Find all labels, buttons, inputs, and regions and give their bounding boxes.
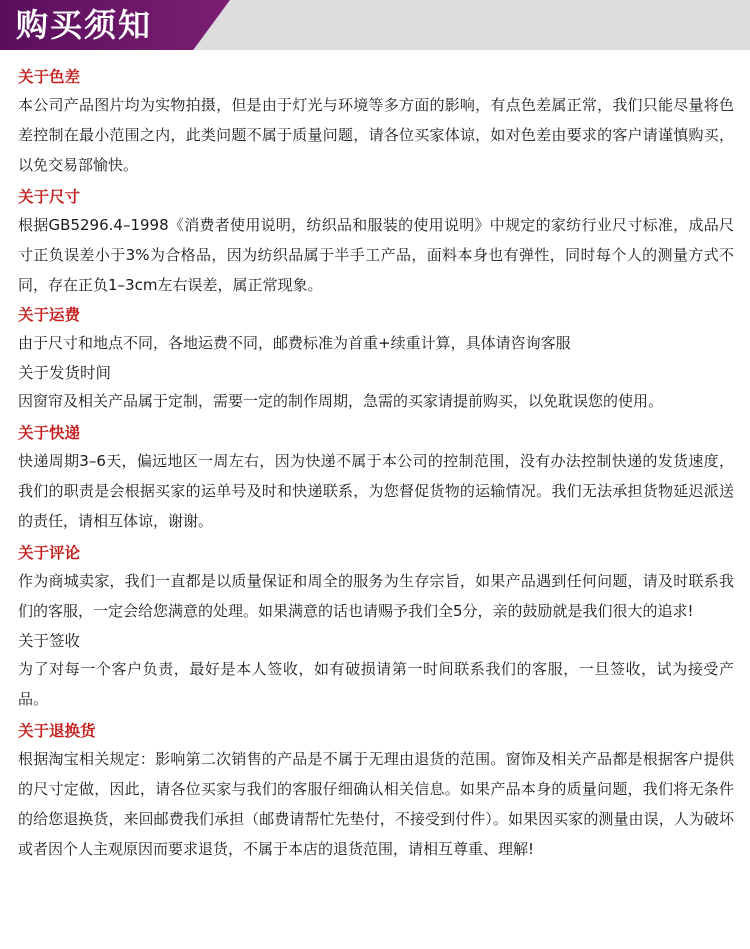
section-text-express: 快递周期3–6天，偏远地区一周左右，因为快递不属于本公司的控制范围，没有办法控制快递的发货速度，我们的职责是会根据买家的运单号及时和快递联系，为您督促货物的运输情况。我们无法承担货物延迟派送的责任，请相互体谅，谢谢。 xyxy=(18,452,734,530)
section-text-review: 作为商城卖家，我们一直都是以质量保证和周全的服务为生存宗旨，如果产品遇到任何问题，请及时联系我们的客服，一定会给您满意的处理。如果满意的话也请赐予我们全5分，亲的鼓励就是我们很大的追求! xyxy=(18,572,734,620)
section-heading-ship-time: 关于发货时间 xyxy=(18,364,112,382)
section-heading-express: 关于快递 xyxy=(18,424,81,442)
section-text-freight: 由于尺寸和地点不同，各地运费不同，邮费标准为首重+续重计算，具体请咨询客服 xyxy=(18,334,571,352)
section-heading-color: 关于色差 xyxy=(18,68,81,86)
section-heading-return: 关于退换货 xyxy=(18,722,96,740)
section-heading-sign: 关于签收 xyxy=(18,632,81,650)
section-text-color: 本公司产品图片均为实物拍摄，但是由于灯光与环境等多方面的影响，有点色差属正常，我们只能尽量将色差控制在最小范围之内，此类问题不属于质量问题，请各位买家体谅，如对色差由要求的客户请谨慎购买，以免交易部愉快。 xyxy=(18,96,734,174)
section-text-ship-time: 因窗帘及相关产品属于定制，需要一定的制作周期，急需的买家请提前购买，以免耽误您的使用。 xyxy=(18,392,664,410)
section-heading-freight: 关于运费 xyxy=(18,306,81,324)
section-text-size: 根据GB5296.4–1998《消费者使用说明，纺织品和服装的使用说明》中规定的家纺行业尺寸标准，成品尺寸正负误差小于3%为合格品，因为纺织品属于半手工产品，面料本身也有弹性，同时每个人的测量方式不同，存在正负1–3cm左右误差，属正常现象。 xyxy=(18,216,734,294)
notice-content xyxy=(18,64,734,864)
section-text-sign: 为了对每一个客户负责，最好是本人签收，如有破损请第一时间联系我们的客服，一旦签收，试为接受产品。 xyxy=(18,660,734,708)
page-title: 购买须知 xyxy=(16,6,153,44)
section-text-return: 根据淘宝相关规定：影响第二次销售的产品是不属于无理由退货的范围。窗饰及相关产品都是根据客户提供的尺寸定做，因此，请各位买家与我们的客服仔细确认相关信息。如果产品本身的质量问题，我们将无条件的给您退换货，来回邮费我们承担（邮费请帮忙先垫付，不接受到付件）。如果因买家的测量由误，人为破坏或者因个人主观原因而要求退货，不属于本店的退货范围，请相互尊重、理解! xyxy=(18,750,734,858)
section-heading-review: 关于评论 xyxy=(18,544,81,562)
section-heading-size: 关于尺寸 xyxy=(18,188,81,206)
